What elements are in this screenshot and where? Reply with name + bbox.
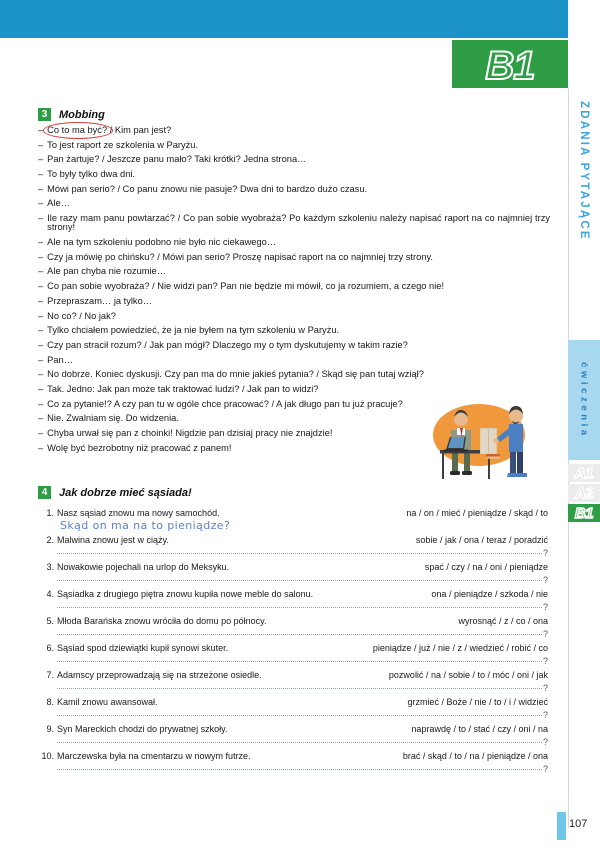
item-number: 8.	[46, 697, 54, 707]
dialogue-dash: –	[38, 251, 44, 262]
item-number: 3.	[46, 562, 54, 572]
dialogue-text: Ile razy mam panu powtarzać? / Co pan sobie wyobraża? Po każdym szkoleniu należy napisać raport na co najmniej trzy strony!	[47, 213, 550, 233]
item-sentence: Młoda Barańska znowu wróciła do domu po północy.	[57, 616, 267, 626]
dialogue-line	[38, 141, 550, 150]
dialogue-text: Co za pytanie!? A czy pan tu w ogóle chce pracować? / A jak długo pan tu już pracuje?	[47, 398, 403, 409]
dotted-rule	[57, 653, 542, 662]
dialogue-dash: –	[38, 139, 44, 150]
exercise-item	[40, 616, 548, 639]
dialogue-text: Przepraszam… ja tylko…	[47, 295, 153, 306]
dialogue-dash: –	[38, 325, 44, 336]
dialogue-line	[38, 185, 550, 194]
sidebar-section-title-text: ZDANIA PYTAJĄCE	[578, 101, 590, 241]
item-number: 4.	[46, 589, 54, 599]
item-answer-line[interactable]	[57, 655, 548, 666]
dialogue-dash: –	[38, 213, 44, 224]
item-number: 10.	[41, 751, 54, 761]
level-badge-a2[interactable]: A2	[568, 484, 600, 502]
exercise-item-prompt	[40, 616, 548, 626]
item-sentence: Syn Mareckich chodzi do prywatnej szkoły.	[57, 724, 228, 734]
dialogue-line	[38, 326, 550, 335]
dialogue-text: Ale…	[47, 198, 70, 209]
dialogue-line	[38, 155, 550, 164]
item-word-bank: pieniądze / już / nie / z / wiedzieć / robić / co	[372, 643, 548, 653]
item-number: 5.	[46, 616, 54, 626]
answer-question-mark: ?	[542, 683, 548, 693]
exercise-4-number: 4	[38, 486, 51, 499]
item-answer-line[interactable]	[57, 763, 548, 774]
exercise-3-title: Mobbing	[59, 108, 105, 121]
dialogue-dash: –	[38, 413, 44, 424]
exercise-item-prompt	[40, 697, 548, 707]
dialogue-line	[38, 267, 550, 276]
item-sentence: Adamscy przeprowadzają się na strzeżone osiedle.	[57, 670, 262, 680]
answer-question-mark: ?	[542, 548, 548, 558]
item-sentence: Nasz sąsiad znowu ma nowy samochód.	[57, 508, 220, 518]
exercise-4-heading	[38, 486, 192, 499]
sidebar-section-title	[568, 95, 600, 325]
dialogue-text: Ale pan chyba nie rozumie…	[47, 266, 167, 277]
dialogue-dash: –	[38, 281, 44, 292]
exercise-item-prompt	[40, 535, 548, 545]
item-word-bank: pozwolić / na / sobie / to / móc / oni / jak	[388, 670, 548, 680]
header-level-label: B1	[485, 43, 535, 88]
item-sentence: Marczewska była na cmentarzu w nowym futrze.	[57, 751, 251, 761]
dialogue-line	[38, 238, 550, 247]
item-sentence: Sąsiadka z drugiego piętra znowu kupiła nowe meble do salonu.	[57, 589, 314, 599]
dialogue-line	[38, 356, 550, 365]
item-word-bank: spać / czy / na / oni / pieniądze	[424, 562, 548, 572]
dotted-rule	[57, 761, 542, 770]
dialogue-dash: –	[38, 310, 44, 321]
item-word-bank: grzmieć / Boże / nie / to / i / widzieć	[407, 697, 548, 707]
answer-question-mark: ?	[542, 575, 548, 585]
dialogue-dash: –	[38, 295, 44, 306]
dialogue-text: Co to ma być? / Kim pan jest?	[47, 125, 172, 135]
dotted-rule	[57, 707, 542, 716]
page-number: 107	[569, 818, 588, 830]
item-answer-line[interactable]	[57, 628, 548, 639]
dialogue-text: Czy pan stracił rozum? / Jak pan mógł? Dlaczego my o tym dyskutujemy w takim razie?	[47, 339, 408, 350]
answer-question-mark: ?	[542, 602, 548, 612]
item-number: 9.	[46, 724, 54, 734]
dotted-rule	[57, 734, 542, 743]
dialogue-dash: –	[38, 354, 44, 365]
item-answer-line[interactable]	[57, 601, 548, 612]
dialogue-text: Tak. Jedno: Jak pan może tak traktować ludzi? / Jak pan to widzi?	[47, 383, 319, 394]
dialogue-dash: –	[38, 125, 44, 135]
dialogue-line	[38, 370, 550, 379]
footer-accent-bar	[557, 812, 566, 840]
exercise-item-prompt	[40, 724, 548, 734]
dotted-rule	[57, 626, 542, 635]
item-sentence: Malwina znowu jest w ciąży.	[57, 535, 169, 545]
exercise-item	[40, 697, 548, 720]
item-word-bank: brać / skąd / to / na / pieniądze / ona	[402, 751, 548, 761]
item-word-bank: sobie / jak / ona / teraz / poradzić	[415, 535, 548, 545]
exercise-item	[40, 535, 548, 558]
dialogue-line	[38, 297, 550, 306]
dialogue-dash: –	[38, 383, 44, 394]
item-number: 1.	[46, 508, 54, 518]
item-word-bank: naprawdę / to / stać / czy / oni / na	[411, 724, 548, 734]
dotted-rule	[57, 599, 542, 608]
dialogue-dash: –	[38, 237, 44, 248]
exercise-item-prompt	[40, 670, 548, 680]
item-number: 7.	[46, 670, 54, 680]
dialogue-dash: –	[38, 398, 44, 409]
item-filled-answer[interactable]: Skąd on ma na to pieniądze?	[60, 519, 231, 532]
answer-question-mark: ?	[542, 656, 548, 666]
item-answer-line[interactable]	[57, 709, 548, 720]
item-word-bank: ona / pieniądze / szkoda / nie	[431, 589, 548, 599]
sidebar-exercises-tab[interactable]	[568, 340, 600, 460]
dialogue-dash: –	[38, 442, 44, 453]
exercise-3-heading	[38, 108, 105, 121]
dialogue-text: Pan…	[47, 354, 74, 365]
dialogue-line	[38, 312, 550, 321]
dialogue-line	[38, 253, 550, 262]
item-answer-line[interactable]	[57, 682, 548, 693]
dialogue-text: To jest raport ze szkolenia w Paryżu.	[47, 139, 199, 150]
dialogue-dash: –	[38, 428, 44, 439]
dialogue-dash: –	[38, 169, 44, 180]
item-number: 6.	[46, 643, 54, 653]
answer-question-mark: ?	[542, 737, 548, 747]
item-number: 2.	[46, 535, 54, 545]
dialogue-dash: –	[38, 369, 44, 380]
circled-answer-annotation: Co to ma być?	[47, 125, 108, 135]
item-sentence: Sąsiad spod dziewiątki kupił synowi skuter.	[57, 643, 229, 653]
item-answer-line[interactable]	[57, 547, 548, 558]
exercise-item	[40, 562, 548, 585]
exercise-item	[40, 670, 548, 693]
dialogue-text: Nie. Zwalniam się. Do widzenia.	[47, 413, 179, 424]
dotted-rule	[57, 680, 542, 689]
item-sentence: Nowakowie pojechali na urlop do Meksyku.	[57, 562, 230, 572]
item-word-bank: wyrosnąć / z / co / ona	[458, 616, 548, 626]
sidebar-exercises-label: ćwiczenia	[578, 361, 590, 439]
dialogue-dash: –	[38, 339, 44, 350]
dialogue-line	[38, 126, 550, 135]
exercise-item-prompt	[40, 643, 548, 653]
dialogue-dash: –	[38, 183, 44, 194]
dotted-rule	[57, 545, 542, 554]
dialogue-line	[38, 341, 550, 350]
answer-question-mark: ?	[542, 710, 548, 720]
exercise-item	[40, 751, 548, 774]
exercise-4-items	[40, 508, 548, 778]
dialogue-text: Mówi pan serio? / Co panu znowu nie pasuje? Dwa dni to bardzo dużo czasu.	[47, 183, 368, 194]
dialogue-text: No dobrze. Koniec dyskusji. Czy pan ma do mnie jakieś pytania? / Skąd się pan tutaj wziął?	[47, 369, 424, 380]
dialogue-line	[38, 199, 550, 208]
dialogue-text: To były tylko dwa dni.	[47, 169, 136, 180]
exercise-item-prompt	[40, 508, 548, 518]
dialogue-line	[38, 170, 550, 179]
dialogue-text: Chyba urwał się pan z choinki! Nigdzie pan dzisiaj pracy nie znajdzie!	[47, 428, 333, 439]
exercise-item	[40, 643, 548, 666]
exercise-item	[40, 589, 548, 612]
dotted-rule	[57, 572, 542, 581]
dialogue-dash: –	[38, 154, 44, 165]
dialogue-text: Wolę być bezrobotny niż pracować z panem!	[47, 442, 232, 453]
exercise-item	[40, 508, 548, 532]
item-answer-line[interactable]	[57, 574, 548, 585]
item-answer-line[interactable]	[57, 736, 548, 747]
item-sentence: Kamil znowu awansował.	[57, 697, 158, 707]
dialogue-text: Co pan sobie wyobraża? / Nie widzi pan? Pan nie będzie mi mówił, co ja rozumiem, a czego nie!	[47, 281, 445, 292]
level-badge-b1[interactable]: B1	[568, 504, 600, 522]
dialogue-dash: –	[38, 198, 44, 209]
dialogue-text: No co? / No jak?	[47, 310, 116, 321]
exercise-item-prompt	[40, 589, 548, 599]
dialogue-line	[38, 214, 550, 233]
dialogue-text: Czy ja mówię po chińsku? / Mówi pan serio? Proszę napisać raport na co najmniej trzy strony.	[47, 251, 433, 262]
dialogue-dash: –	[38, 266, 44, 277]
dialogue-text: Tylko chciałem powiedzieć, że ja nie byłem na tym szkoleniu w Paryżu.	[47, 325, 340, 336]
dialogue-text: Pan żartuje? / Jeszcze panu mało? Taki krótki? Jedna strona…	[47, 154, 307, 165]
dialogue-line	[38, 282, 550, 291]
answer-question-mark: ?	[542, 629, 548, 639]
item-word-bank: na / on / mieć / pieniądze / skąd / to	[406, 508, 548, 518]
dialogue-text: Ale na tym szkoleniu podobno nie było nic ciekawego…	[47, 237, 277, 248]
level-badge-a1[interactable]: A1	[568, 464, 600, 482]
exercise-4-title: Jak dobrze mieć sąsiada!	[59, 486, 192, 499]
exercise-item-prompt	[40, 562, 548, 572]
exercise-item-prompt	[40, 751, 548, 761]
office-illustration	[424, 388, 530, 488]
exercise-item	[40, 724, 548, 747]
exercise-3-number: 3	[38, 108, 51, 121]
answer-question-mark: ?	[542, 764, 548, 774]
